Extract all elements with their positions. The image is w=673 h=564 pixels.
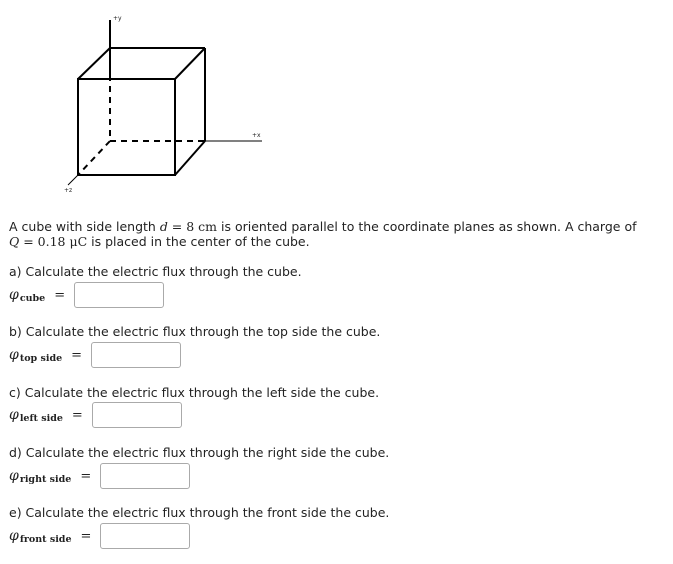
z-axis <box>68 175 78 185</box>
d-value: = 8 cm <box>167 219 218 234</box>
phi-symbol: φ <box>9 407 19 423</box>
q-symbol: Q <box>9 234 20 249</box>
phi-symbol: φ <box>9 528 19 544</box>
answer-row-a <box>9 281 164 309</box>
cube-edges <box>78 48 205 175</box>
d-symbol: d <box>159 219 168 234</box>
intro-text-2: is oriented parallel to the coordinate planes as shown. A charge of <box>217 219 637 234</box>
phi-symbol: φ <box>9 468 19 484</box>
cube-diagram <box>0 0 300 200</box>
equals-sign: = <box>54 287 66 303</box>
phi-symbol: φ <box>9 347 19 363</box>
answer-input-top-side[interactable] <box>91 342 181 368</box>
problem-statement <box>9 219 649 249</box>
answer-row-c <box>9 401 182 429</box>
question-e: e) Calculate the electric flux through the front side the cube. <box>9 505 390 520</box>
cube-hidden-edges <box>78 75 205 175</box>
intro-text-1: A cube with side length <box>9 219 160 234</box>
question-b: b) Calculate the electric flux through the top side the cube. <box>9 324 381 339</box>
answer-row-b <box>9 341 181 369</box>
intro-text-3: is placed in the center of the cube. <box>87 234 310 249</box>
equals-sign: = <box>80 468 92 484</box>
x-axis-label: +x <box>252 132 261 139</box>
q-value: = 0.18 μC <box>19 234 88 249</box>
answer-input-cube[interactable] <box>74 282 164 308</box>
question-d: d) Calculate the electric flux through the right side the cube. <box>9 445 390 460</box>
equals-sign: = <box>71 407 83 423</box>
answer-input-left-side[interactable] <box>92 402 182 428</box>
phi-subscript: top side <box>19 352 63 364</box>
phi-subscript: cube <box>19 292 46 304</box>
phi-subscript: right side <box>19 473 72 485</box>
phi-subscript: left side <box>19 412 63 424</box>
phi-subscript: front side <box>19 533 72 545</box>
phi-symbol: φ <box>9 287 19 303</box>
question-c: c) Calculate the electric flux through the left side the cube. <box>9 385 380 400</box>
answer-input-front-side[interactable] <box>100 523 190 549</box>
z-axis-label: +z <box>64 187 73 194</box>
answer-row-d <box>9 462 190 490</box>
equals-sign: = <box>80 528 92 544</box>
answer-row-e <box>9 522 190 550</box>
question-a: a) Calculate the electric flux through the cube. <box>9 264 302 279</box>
y-axis-label: +y <box>113 15 122 22</box>
answer-input-right-side[interactable] <box>100 463 190 489</box>
equals-sign: = <box>71 347 83 363</box>
